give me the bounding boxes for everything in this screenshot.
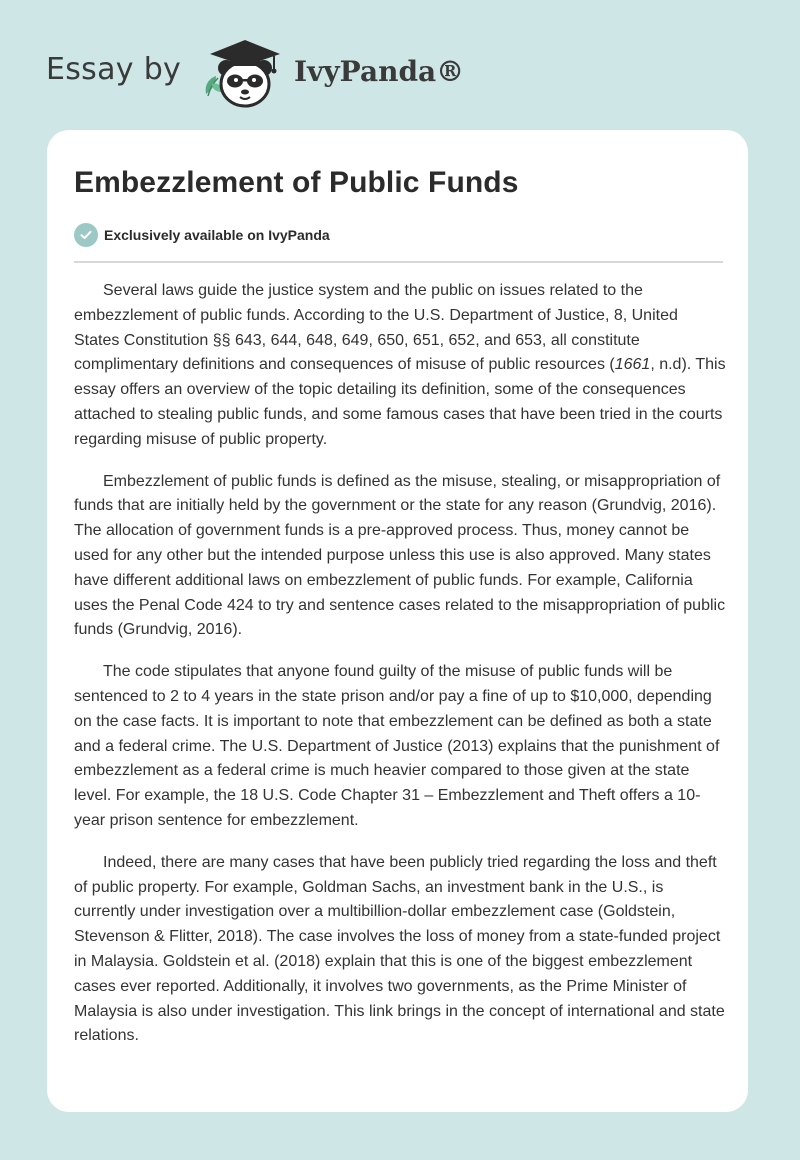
paragraph xyxy=(74,279,726,453)
badge-label: Exclusively available on IvyPanda xyxy=(104,227,330,243)
brand-prefix: Essay by xyxy=(46,52,182,87)
paragraph: Embezzlement of public funds is defined as the misuse, stealing, or misappropriation of funds that are initially held by the government or the state for any reason (Grundvig, 2016). The allocation of government funds is a pre-approved process. Thus, money cannot be used for any other but the intended purpose unless this use is also approved. Many states have different additional laws on embezzlement of public funds. For example, California uses the Penal Code 424 to try and sentence cases related to the misappropriation of public funds (Grundvig, 2016). xyxy=(74,472,726,639)
paragraph-text: , n.d). This essay offers an overview of the topic detailing its definition, some of the consequences attached to stealing public funds, and some famous cases that have been tried in the courts regarding misuse of public property. xyxy=(74,356,726,448)
brand-name: IvyPanda® xyxy=(294,55,465,88)
paragraph: Indeed, there are many cases that have been publicly tried regarding the loss and theft of public property. For example, Goldman Sachs, an investment bank in the U.S., is currently under investigation over a multibillion-dollar embezzlement case (Goldstein, Stevenson & Flitter, 2018). The case involves the loss of money from a state-funded project in Malaysia. Goldstein et al. (2018) explain that this is one of the biggest embezzlement cases ever reported. Additionally, it involves two governments, as the Prime Minister of Malaysia is also under investigation. This link brings in the concept of international and state relations. xyxy=(74,853,725,1045)
check-circle-icon xyxy=(74,223,98,247)
essay-card xyxy=(47,130,748,1112)
essay-title: Embezzlement of Public Funds xyxy=(74,166,519,199)
exclusive-badge xyxy=(74,222,330,248)
paragraph-text: Several laws guide the justice system and the public on issues related to the embezzlement of public funds. According to the U.S. Department of Justice, 8, United States Constitution §§ 643, 644, 648, 649, 650, 651, 652, and 653, all constitute complimentary definitions and consequences of misuse of public resources ( xyxy=(74,282,678,374)
divider xyxy=(74,261,723,263)
paragraph: The code stipulates that anyone found guilty of the misuse of public funds will be sentenced to 2 to 4 years in the state prison and/or pay a fine of up to $10,000, depending on the case facts. It is important to note that embezzlement can be defined as both a state and a federal crime. The U.S. Department of Justice (2013) explains that the punishment of embezzlement as a federal crime is much heavier compared to those given at the state level. For example, the 18 U.S. Code Chapter 31 – Embezzlement and Theft offers a 10-year prison sentence for embezzlement. xyxy=(74,663,720,829)
site-header xyxy=(0,0,800,130)
panda-graduate-logo-icon xyxy=(200,34,290,110)
essay-body xyxy=(74,279,726,1066)
italic-citation: 1661 xyxy=(614,356,651,374)
